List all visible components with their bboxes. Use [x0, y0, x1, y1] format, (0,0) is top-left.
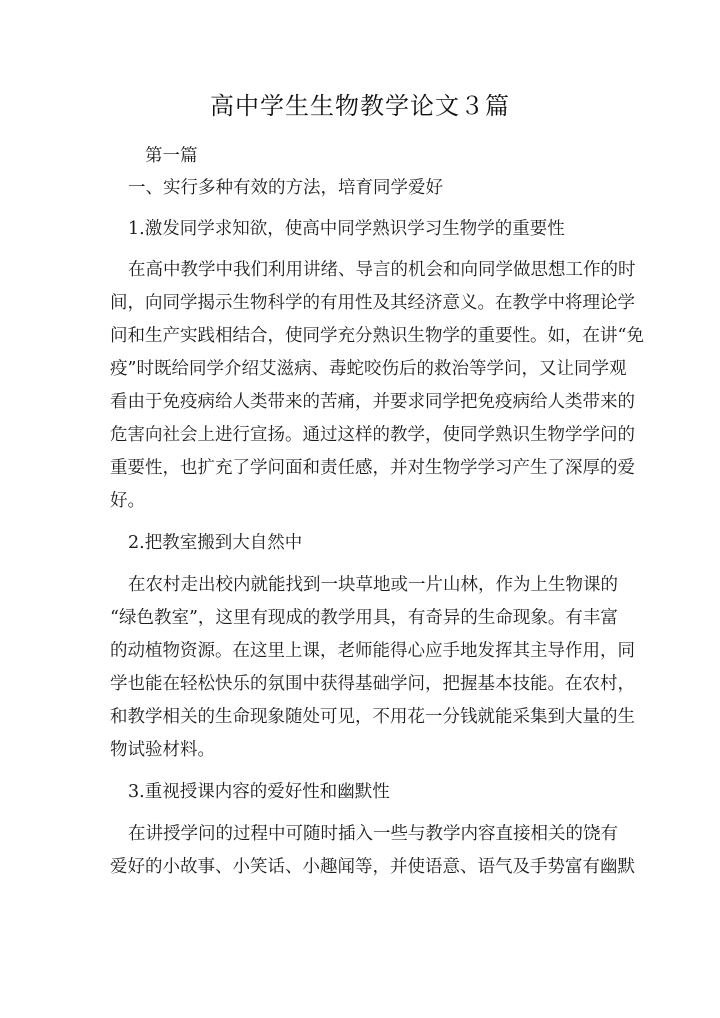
paragraph-1-line: 看由于免疫病给人类带来的苦痛，并要求同学把免疫病给人类带来的	[110, 392, 635, 412]
paragraph-3-line: 爱好的小故事、小笑话、小趣闻等，并使语意、语气及手势富有幽默	[110, 857, 635, 877]
section-label: 第一篇	[145, 146, 198, 166]
subheading-2: 2.把教室搬到大自然中	[128, 533, 303, 553]
paragraph-2-line: 的动植物资源。在这里上课，老师能得心应手地发挥其主导作用，同	[110, 641, 635, 661]
paragraph-1-line: 间，向同学揭示生物科学的有用性及其经济意义。在教学中将理论学	[110, 293, 635, 313]
paragraph-2-line: 在农村走出校内就能找到一块草地或一片山林，作为上生物课的	[128, 575, 618, 595]
paragraph-2-line: 学也能在轻松快乐的氛围中获得基础学问，把握基本技能。在农村，	[110, 674, 635, 694]
paragraph-1-line: 好。	[110, 491, 145, 511]
paragraph-2-line: “绿色教室”，这里有现成的教学用具，有奇异的生命现象。有丰富	[110, 608, 618, 628]
paragraph-1-line: 疫”时既给同学介绍艾滋病、毒蛇咬伤后的救治等学问，又让同学观	[110, 359, 627, 379]
paragraph-1-line: 在高中教学中我们利用讲绪、导言的机会和向同学做思想工作的时	[128, 260, 636, 280]
paragraph-1-line: 重要性，也扩充了学问面和责任感，并对生物学学习产生了深厚的爱	[110, 458, 635, 478]
paragraph-1-line: 危害向社会上进行宣扬。通过这样的教学，使同学熟识生物学学问的	[110, 425, 635, 445]
paragraph-1-line: 问和生产实践相结合，使同学充分熟识生物学的重要性。如，在讲“免	[110, 326, 644, 346]
subheading-3: 3.重视授课内容的爱好性和幽默性	[128, 782, 390, 802]
paragraph-2-line: 和教学相关的生命现象随处可见，不用花一分钱就能采集到大量的生	[110, 707, 635, 727]
paragraph-3-line: 在讲授学问的过程中可随时插入一些与教学内容直接相关的饶有	[128, 824, 618, 844]
subheading-1: 1.激发同学求知欲，使高中同学熟识学习生物学的重要性	[128, 219, 565, 239]
heading-1: 一、实行多种有效的方法，培育同学爱好	[128, 178, 443, 198]
document-title: 高中学生生物教学论文３篇	[210, 92, 510, 120]
paragraph-2-line: 物试验材料。	[110, 740, 215, 760]
